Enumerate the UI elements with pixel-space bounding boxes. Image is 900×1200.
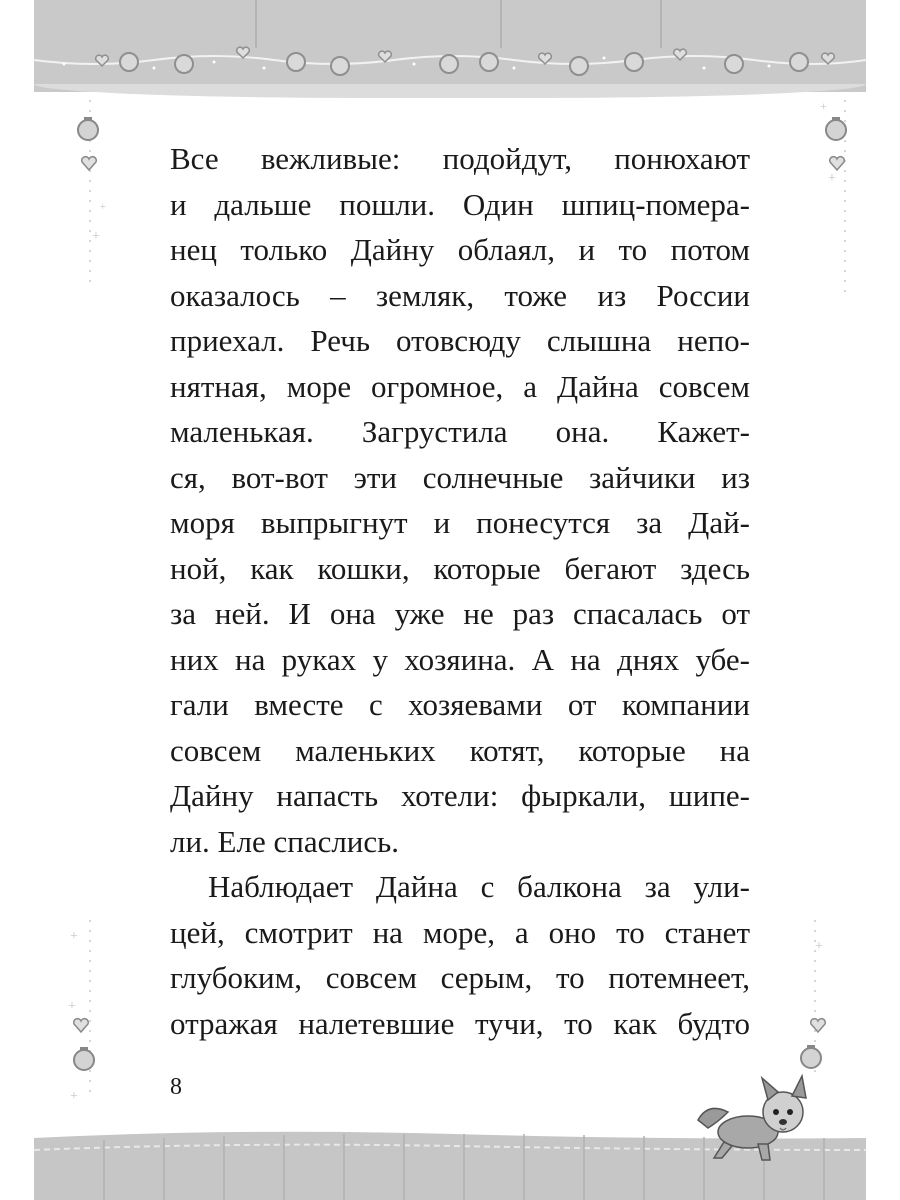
- text-line: нец только Дайну облаял, и то потом: [170, 232, 750, 267]
- heart-icon: [74, 1019, 89, 1032]
- text-line: гали вместе с хозяевами от компании: [170, 687, 750, 722]
- text-line: моря выпрыгнут и понесутся за Дай-: [170, 505, 750, 540]
- sparkle-icon: +: [70, 1089, 78, 1104]
- text-line: Все вежливые: подойдут, понюхают: [170, 141, 750, 176]
- sparkle-icon: +: [820, 100, 827, 113]
- heart-icon: [830, 157, 845, 170]
- left-bottom-decoration: [60, 920, 120, 1110]
- page-number: 8: [170, 1074, 182, 1100]
- text-line: Дайну напасть хотели: фыркали, шипе-: [170, 778, 750, 813]
- text-line: цей, смотрит на море, а оно то станет: [170, 914, 750, 950]
- sparkle-icon: +: [100, 202, 106, 213]
- sparkle-icon: +: [68, 999, 76, 1014]
- sparkle-icon: +: [815, 939, 823, 954]
- text-line: нятная, море огромное, а Дайна совсем: [170, 368, 750, 404]
- story-text: [170, 136, 750, 1046]
- garland-decoration: [34, 38, 866, 88]
- text-line: ли. Еле спаслись.: [170, 823, 400, 859]
- text-line: и дальше пошли. Один шпиц-помера-: [170, 186, 750, 222]
- text-line: ся, вот-вот эти солнечные зайчики из: [170, 459, 750, 495]
- christmas-ornament-icon: [826, 117, 846, 140]
- christmas-ornament-icon: [74, 1047, 94, 1070]
- dog-illustration: [688, 1072, 838, 1172]
- text-line: оказалось – земляк, тоже из России: [170, 277, 750, 313]
- right-bottom-decoration: [795, 920, 855, 1090]
- text-line: совсем маленьких котят, которые на: [170, 732, 750, 768]
- paragraph: [170, 864, 750, 1046]
- text-line: Наблюдает Дайна с балкона за ули-: [208, 869, 750, 904]
- text-line: за ней. И она уже не раз спасалась от: [170, 596, 750, 631]
- text-line: маленькая. Загрустила она. Кажет-: [170, 414, 750, 449]
- heart-icon: [811, 1019, 826, 1032]
- christmas-ornament-icon: [801, 1045, 821, 1068]
- text-line: них на руках у хозяина. А на днях убе-: [170, 641, 750, 677]
- left-top-decoration: [70, 100, 120, 300]
- right-top-decoration: [800, 100, 860, 300]
- text-line: ной, как кошки, которые бегают здесь: [170, 550, 750, 586]
- text-line: приехал. Речь отовсюду слышна непо-: [170, 323, 750, 358]
- text-line: глубоким, совсем серым, то потемнеет,: [170, 960, 750, 995]
- heart-icon: [82, 157, 97, 170]
- text-line: отражая налетевшие тучи, то как будто: [170, 1005, 750, 1041]
- christmas-ornament-icon: [78, 117, 98, 140]
- sparkle-icon: +: [828, 171, 836, 186]
- sparkle-icon: +: [70, 929, 78, 944]
- sparkle-icon: +: [92, 229, 100, 244]
- paragraph: [170, 136, 750, 864]
